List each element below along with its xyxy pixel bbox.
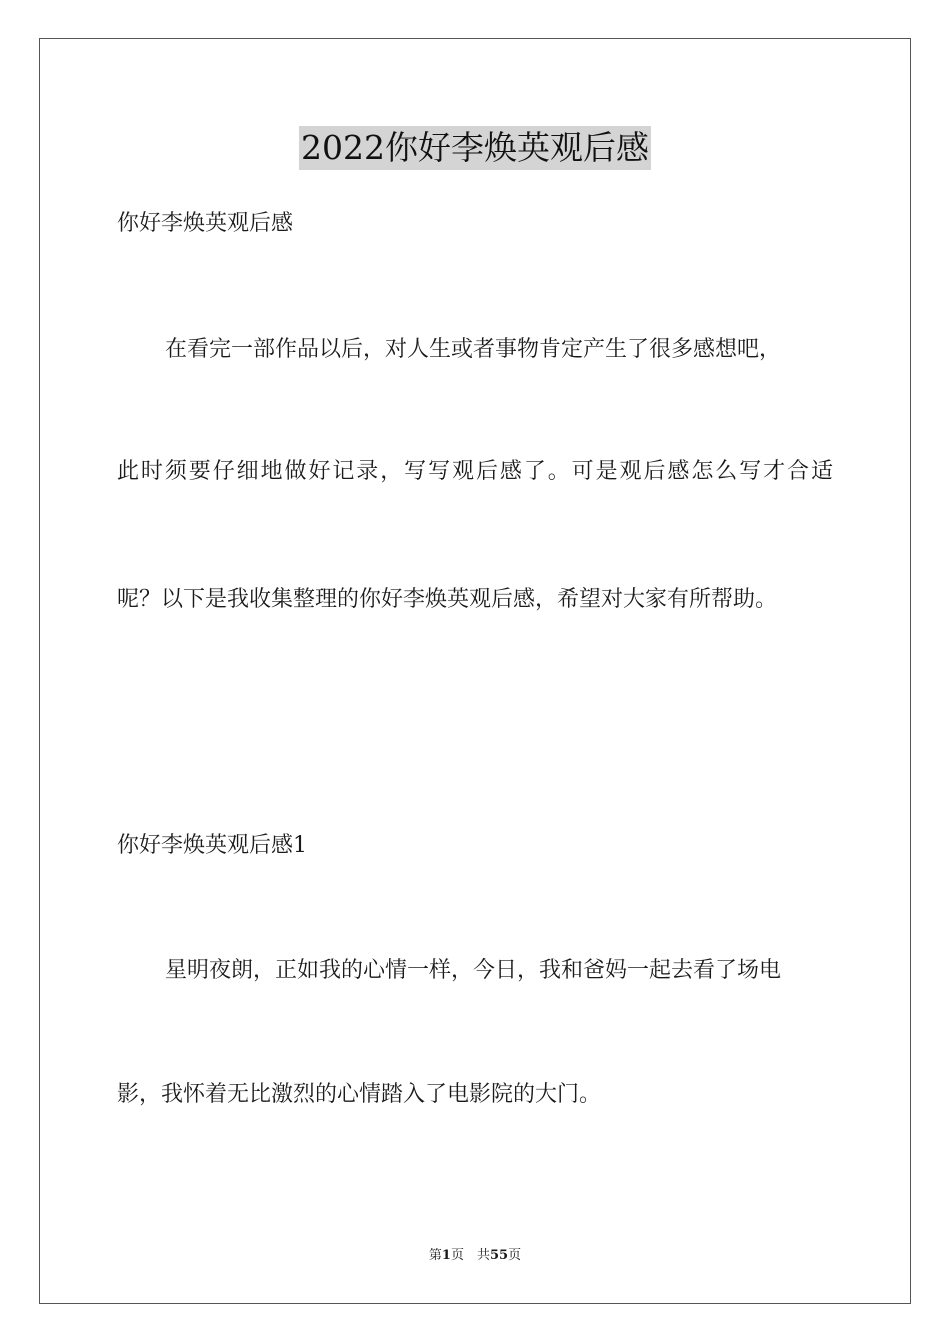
page-total: 55 <box>489 1248 509 1263</box>
page-suffix: 页 <box>508 1248 522 1263</box>
section-heading: 你好李焕英观后感1 <box>117 833 307 858</box>
intro-line-2: 此时须要仔细地做好记录，写写观后感了。可是观后感怎么写才合适 <box>117 459 833 484</box>
page-mid: 页 共 <box>450 1248 490 1263</box>
document-subtitle: 你好李焕英观后感 <box>117 211 294 236</box>
intro-line-1: 在看完一部作品以后，对人生或者事物肯定产生了很多感想吧， <box>165 337 782 362</box>
page-prefix: 第 <box>428 1248 442 1263</box>
page-footer <box>0 1247 950 1265</box>
section1-line-1: 星明夜朗，正如我的心情一样，今日，我和爸妈一起去看了场电 <box>165 958 782 983</box>
section1-line-2: 影，我怀着无比激烈的心情踏入了电影院的大门。 <box>117 1082 602 1107</box>
page-current: 1 <box>441 1248 451 1263</box>
title-container <box>0 126 950 170</box>
document-title: 2022你好李焕英观后感 <box>299 126 651 170</box>
intro-line-3: 呢？以下是我收集整理的你好李焕英观后感，希望对大家有所帮助。 <box>117 587 778 612</box>
